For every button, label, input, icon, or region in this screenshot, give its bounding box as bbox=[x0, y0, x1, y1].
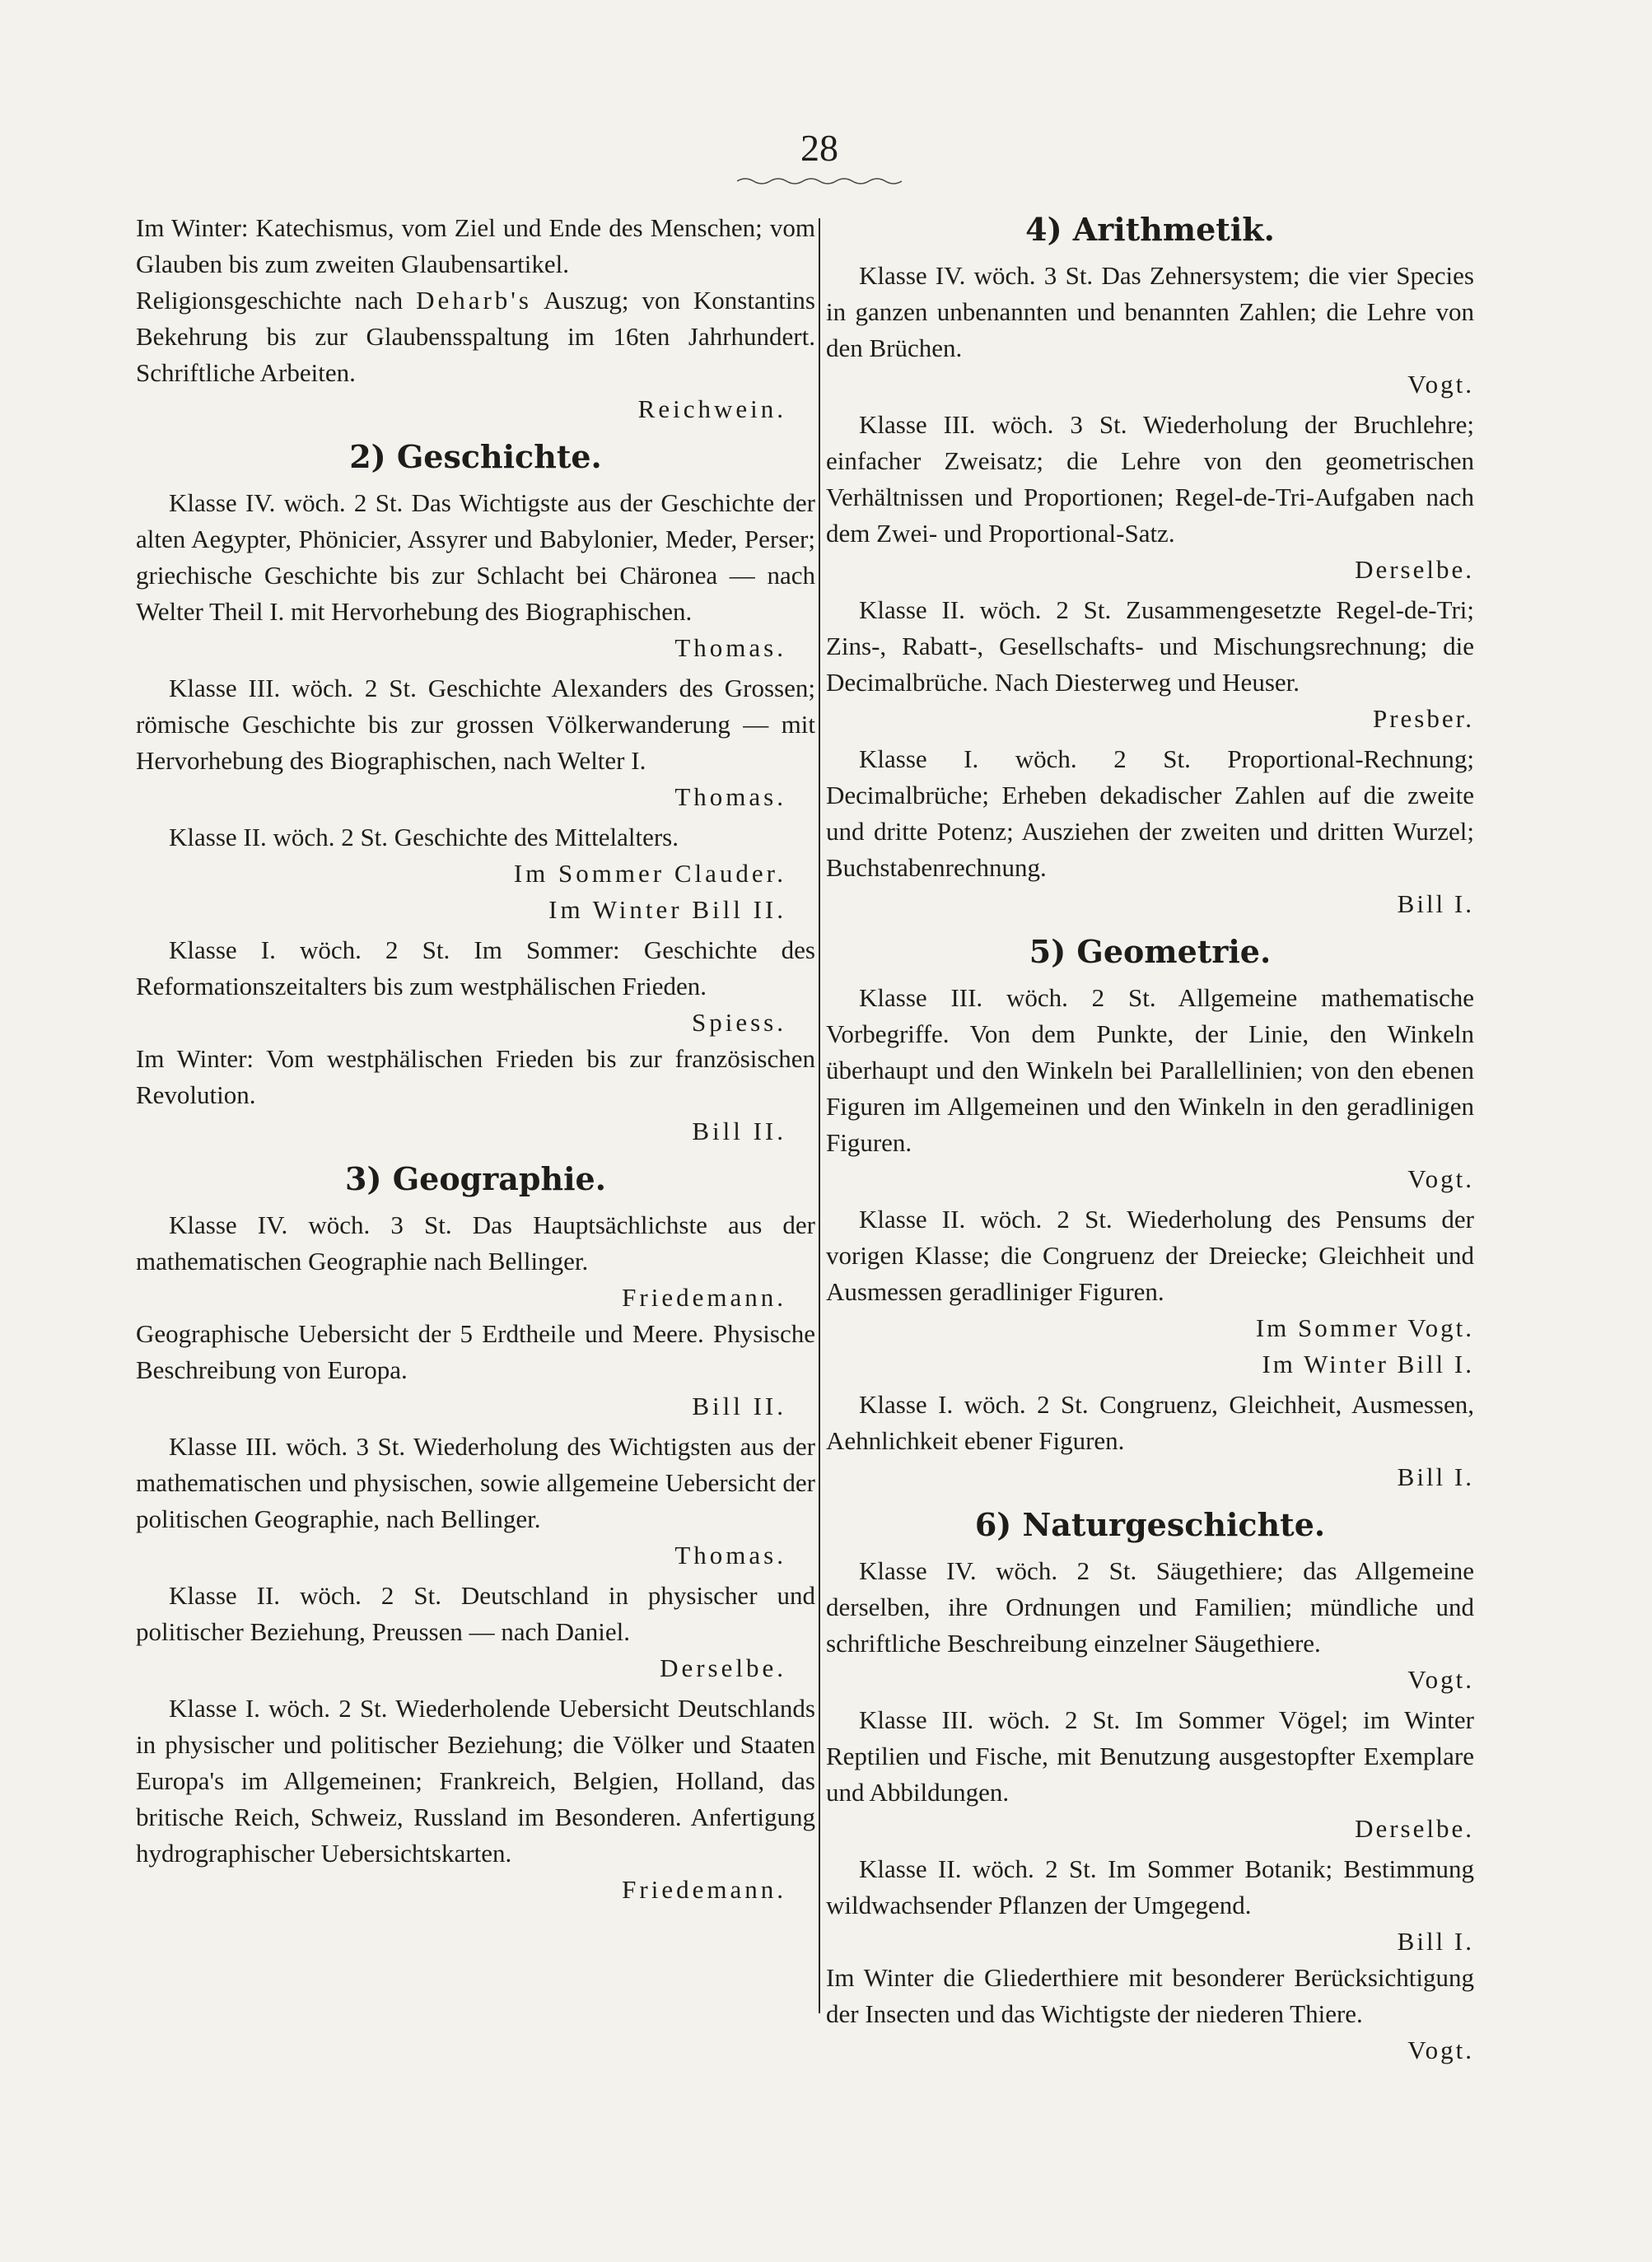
page-number: 28 bbox=[800, 127, 838, 169]
teacher-signature: Friedemann. bbox=[622, 1283, 786, 1312]
teacher-signature: Thomas. bbox=[674, 782, 786, 811]
geometrie-klasse-iii: Klasse III. wöch. 2 St. Allgemeine mathematische Vorbegriffe. Von dem Punkte, der Linie, den Winkeln überhaupt und den Winkeln bei Parallellinien; von den ebenen Figuren im Allgemeinen und den Winkeln in den geradlinigen Figuren. bbox=[826, 983, 1474, 1157]
right-column bbox=[826, 210, 1474, 2068]
geographie-klasse-i: Klasse I. wöch. 2 St. Wiederholende Uebersicht Deutschlands in physischer und politischer Beziehung; die Völker und Staaten Europa's im Allgemeinen; Frankreich, Belgien, Holland, das britische Reich, Schweiz, Russland im Besonderen. Anfertigung hydrographischer Uebersichtskarten. bbox=[136, 1694, 815, 1868]
teacher-signature: Vogt. bbox=[1407, 2036, 1474, 2064]
geschichte-klasse-iv: Klasse IV. wöch. 2 St. Das Wichtigste aus der Geschichte der alten Aegypter, Phönicier, Assyrer und Babylonier, Meder, Perser; griechische Geschichte bis zur Schlacht bei Chäronea — nach Welter Theil I. mit Hervorhebung des Biographischen. bbox=[136, 488, 815, 626]
geometrie-klasse-ii: Klasse II. wöch. 2 St. Wiederholung des Pensums der vorigen Klasse; die Congruenz der Dreiecke; Gleichheit und Ausmessen geradliniger Figuren. bbox=[826, 1205, 1474, 1306]
teacher-signature: Im Winter Bill I. bbox=[1262, 1350, 1474, 1378]
naturgeschichte-klasse-iv: Klasse IV. wöch. 2 St. Säugethiere; das Allgemeine derselben, ihre Ordnungen und Familien; mündliche und schriftliche Beschreibung einzelner Säugethiere. bbox=[826, 1556, 1474, 1658]
teacher-signature: Derselbe. bbox=[1355, 555, 1474, 584]
geschichte-klasse-ii: Klasse II. wöch. 2 St. Geschichte des Mittelalters. bbox=[169, 823, 679, 851]
left-column bbox=[136, 210, 815, 1908]
religion-winter: Im Winter: Katechismus, vom Ziel und Ende des Menschen; vom Glauben bis zum zweiten Glaubensartikel. bbox=[136, 213, 815, 278]
teacher-signature: Vogt. bbox=[1407, 1164, 1474, 1193]
geometrie-klasse-i: Klasse I. wöch. 2 St. Congruenz, Gleichheit, Ausmessen, Aehnlichkeit ebener Figuren. bbox=[826, 1390, 1474, 1455]
teacher-signature: Derselbe. bbox=[660, 1653, 786, 1682]
teacher-signature: Spiess. bbox=[692, 1008, 786, 1037]
teacher-signature: Bill I. bbox=[1397, 1462, 1474, 1491]
teacher-signature: Presber. bbox=[1372, 704, 1474, 733]
religion-history: Religionsgeschichte nach Deharb's Auszug; von Konstantins Bekehrung bis zur Glaubensspaltung im 16ten Jahrhundert. Schriftliche Arbeiten. bbox=[136, 286, 815, 387]
geographie-klasse-iv: Klasse IV. wöch. 3 St. Das Hauptsächlichste aus der mathematischen Geographie nach Bellinger. bbox=[136, 1210, 815, 1276]
geographie-klasse-ii: Klasse II. wöch. 2 St. Deutschland in physischer und politischer Beziehung, Preussen — nach Daniel. bbox=[136, 1581, 815, 1646]
teacher-signature: Im Sommer Clauder. bbox=[513, 859, 786, 888]
heading-arithmetik: 4) Arithmetik. bbox=[1025, 211, 1275, 248]
teacher-signature: Im Winter Bill II. bbox=[548, 895, 786, 924]
teacher-signature: Im Sommer Vogt. bbox=[1255, 1313, 1474, 1342]
naturgeschichte-klasse-ii: Klasse II. wöch. 2 St. Im Sommer Botanik; Bestimmung wildwachsender Pflanzen der Umgegend. bbox=[826, 1854, 1474, 1919]
teacher-signature: Bill II. bbox=[692, 1117, 786, 1145]
column-divider bbox=[819, 218, 820, 2013]
geographie-uebersicht: Geographische Uebersicht der 5 Erdtheile und Meere. Physische Beschreibung von Europa. bbox=[136, 1319, 815, 1384]
naturgeschichte-klasse-ii-winter: Im Winter die Gliederthiere mit besonderer Berücksichtigung der Insecten und das Wichtigste der niederen Thiere. bbox=[826, 1963, 1474, 2028]
ornament-rule bbox=[737, 175, 902, 188]
arithmetik-klasse-iii: Klasse III. wöch. 3 St. Wiederholung der Bruchlehre; einfacher Zweisatz; die Lehre von den geometrischen Verhältnissen und Proportionen; Regel-de-Tri-Aufgaben nach dem Zwei- und Proportional-Satz. bbox=[826, 410, 1474, 548]
heading-naturgeschichte: 6) Naturgeschichte. bbox=[974, 1506, 1326, 1543]
teacher-signature: Vogt. bbox=[1407, 370, 1474, 399]
heading-geometrie: 5) Geometrie. bbox=[1029, 933, 1272, 970]
teacher-signature: Thomas. bbox=[674, 1541, 786, 1569]
teacher-signature: Vogt. bbox=[1407, 1665, 1474, 1694]
teacher-signature: Reichwein. bbox=[637, 394, 786, 423]
geschichte-klasse-i-winter: Im Winter: Vom westphälischen Frieden bis zur französischen Revolution. bbox=[136, 1044, 815, 1109]
naturgeschichte-klasse-iii: Klasse III. wöch. 2 St. Im Sommer Vögel; im Winter Reptilien und Fische, mit Benutzung ausgestopfter Exemplare und Abbildungen. bbox=[826, 1705, 1474, 1807]
heading-geschichte: 2) Geschichte. bbox=[349, 438, 602, 475]
geographie-klasse-iii: Klasse III. wöch. 3 St. Wiederholung des Wichtigsten aus der mathematischen und physischen, sowie allgemeine Uebersicht der politischen Geographie, nach Bellinger. bbox=[136, 1432, 815, 1533]
teacher-signature: Derselbe. bbox=[1355, 1814, 1474, 1843]
teacher-signature: Thomas. bbox=[674, 633, 786, 662]
teacher-signature: Bill I. bbox=[1397, 889, 1474, 918]
geschichte-klasse-iii: Klasse III. wöch. 2 St. Geschichte Alexanders des Grossen; römische Geschichte bis zur grossen Völkerwanderung — mit Hervorhebung des Biographischen, nach Welter I. bbox=[136, 674, 815, 775]
teacher-signature: Friedemann. bbox=[622, 1875, 786, 1904]
teacher-signature: Bill II. bbox=[692, 1392, 786, 1420]
arithmetik-klasse-i: Klasse I. wöch. 2 St. Proportional-Rechnung; Decimalbrüche; Erheben dekadischer Zahlen auf die zweite und dritte Potenz; Ausziehen der zweiten und dritten Wurzel; Buchstabenrechnung. bbox=[826, 744, 1474, 882]
arithmetik-klasse-iv: Klasse IV. wöch. 3 St. Das Zehnersystem; die vier Species in ganzen unbenannten und benannten Zahlen; die Lehre von den Brüchen. bbox=[826, 261, 1474, 362]
arithmetik-klasse-ii: Klasse II. wöch. 2 St. Zusammengesetzte Regel-de-Tri; Zins-, Rabatt-, Gesellschafts- und Mischungsrechnung; die Decimalbrüche. Nach Diesterweg und Heuser. bbox=[826, 595, 1474, 697]
teacher-signature: Bill I. bbox=[1397, 1927, 1474, 1956]
heading-geographie: 3) Geographie. bbox=[345, 1160, 606, 1197]
geschichte-klasse-i: Klasse I. wöch. 2 St. Im Sommer: Geschichte des Reformationszeitalters bis zum westphälischen Frieden. bbox=[136, 935, 815, 1000]
